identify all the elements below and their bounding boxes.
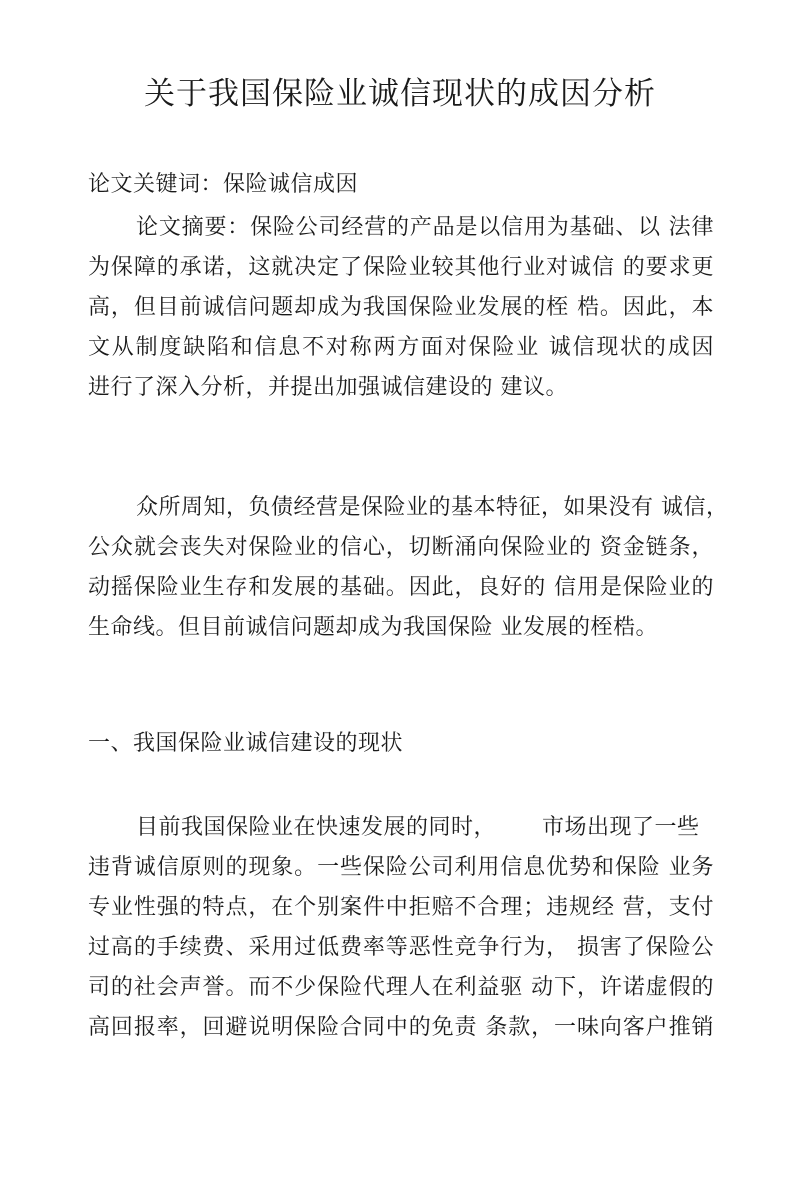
abstract-paragraph [88, 208, 714, 408]
section-heading-text: 一、我国保险业诚信建设的现状 [88, 731, 404, 756]
paragraph-line-part: 目前我国保险业在快速发展的同时， [136, 815, 497, 840]
paragraph-line: 专业性强的特点，在个别案件中拒赔不合理；违规经 营，支付 [88, 895, 714, 920]
document-title: 关于我国保险业诚信现状的成因分析 [144, 76, 656, 112]
paragraph-line: 司的社会声誉。而不少保险代理人在利益驱 动下，许诺虚假的 [88, 975, 714, 1000]
abstract-line: 文从制度缺陷和信息不对称两方面对保险业 诚信现状的成因 [88, 335, 714, 360]
paragraph-line: 违背诚信原则的现象。一些保险公司利用信息优势和保险 业务 [88, 855, 714, 880]
paragraph-line-part: 市场出现了一些 [542, 815, 700, 840]
paragraph-line [88, 808, 714, 848]
body-paragraph-2 [88, 808, 714, 1048]
section-heading [88, 724, 714, 764]
keywords-line [88, 165, 714, 205]
abstract-line: 为保障的承诺，这就决定了保险业较其他行业对诚信 的要求更 [88, 255, 714, 280]
paragraph-line: 高回报率，回避说明保险合同中的免责 条款，一味向客户推销 [88, 1015, 714, 1040]
keywords-text: 论文关键词：保险诚信成因 [88, 172, 359, 197]
abstract-line: 高，但目前诚信问题却成为我国保险业发展的桎 梏。因此，本 [88, 295, 714, 320]
paragraph-line: 生命线。但目前诚信问题却成为我国保险 业发展的桎梏。 [88, 615, 658, 640]
paragraph-line: 动摇保险业生存和发展的基础。因此，良好的 信用是保险业的 [88, 575, 714, 600]
paragraph-line: 众所周知，负债经营是保险业的基本特征，如果没有 诚信， [136, 495, 729, 520]
abstract-line: 进行了深入分析，并提出加强诚信建设的 建议。 [88, 375, 568, 400]
body-paragraph-1 [88, 488, 729, 648]
paragraph-line: 公众就会丧失对保险业的信心，切断涌向保险业的 资金链条， [88, 535, 714, 560]
paragraph-line: 过高的手续费、采用过低费率等恶性竞争行为， 损害了保险公 [88, 935, 714, 960]
abstract-line: 论文摘要：保险公司经营的产品是以信用为基础、以 法律 [136, 215, 714, 240]
